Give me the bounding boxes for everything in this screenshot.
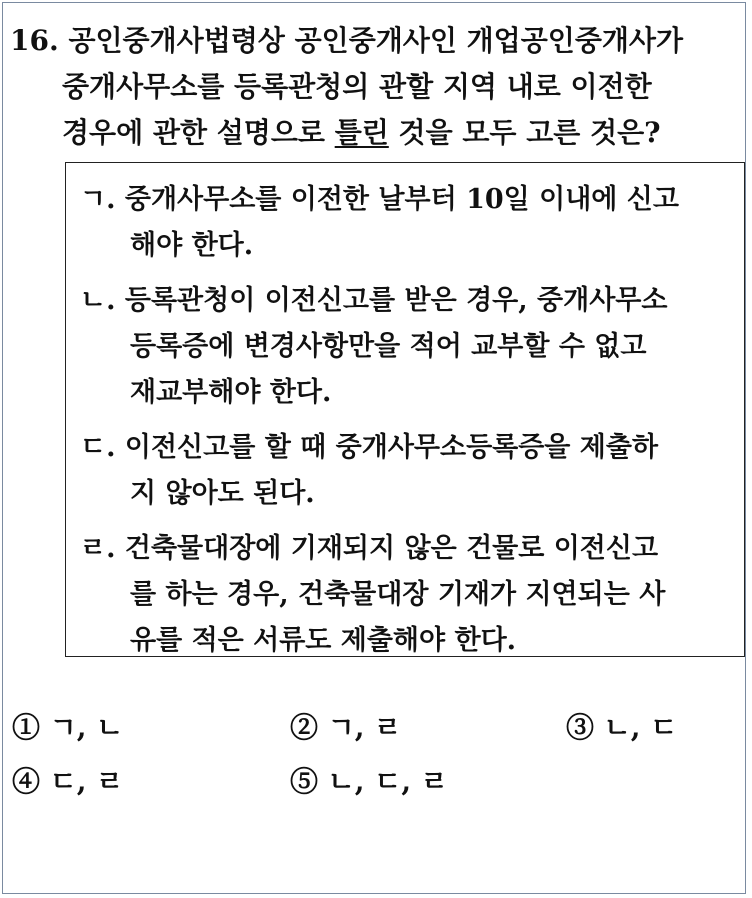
statement-c-line-2: 지 않아도 된다. [130,478,315,509]
statement-d-line-2: 를 하는 경우, 건축물대장 기재가 지연되는 사 [130,579,666,610]
question-stem [10,18,740,156]
question-line-1: 16. 공인중개사법령상 공인중개사인 개업공인중개사가 [10,24,684,57]
statement-b-line-1: ㄴ. 등록관청이 이전신고를 받은 경우, 중개사무소 [80,285,668,316]
question-line-2: 중개사무소를 등록관청의 관할 지역 내로 이전한 [62,70,652,103]
choice-5[interactable]: ⑤ ㄴ, ㄷ, ㄹ [290,765,448,798]
emphasis-underlined-word: 틀린 [334,116,389,149]
question-line-3-start: 경우에 관한 설명으로 [62,116,335,149]
statement-a [80,177,744,269]
choice-4[interactable]: ④ ㄷ, ㄹ [12,765,124,798]
statements-box [65,162,745,657]
statement-b-line-3: 재교부해야 한다. [130,377,332,408]
choice-1[interactable]: ① ㄱ, ㄴ [12,711,124,744]
statement-d-line-3: 유를 적은 서류도 제출해야 한다. [130,625,517,656]
question-line-3-end: 것을 모두 고른 것은? [388,116,661,149]
statement-a-line-1: ㄱ. 중개사무소를 이전한 날부터 10일 이내에 신고 [80,184,679,215]
statement-b [80,278,744,416]
statement-a-line-2: 해야 한다. [130,230,254,261]
choice-3[interactable]: ③ ㄴ, ㄷ [566,711,678,744]
statement-d-line-1: ㄹ. 건축물대장에 기재되지 않은 건물로 이전신고 [80,533,659,564]
statement-c-line-1: ㄷ. 이전신고를 할 때 중개사무소등록증을 제출하 [80,432,659,463]
statement-b-line-2: 등록증에 변경사항만을 적어 교부할 수 없고 [130,331,647,362]
statement-d [80,526,744,664]
question-line-3 [10,110,740,156]
choice-2[interactable]: ② ㄱ, ㄹ [290,711,402,744]
statement-c [80,425,744,517]
